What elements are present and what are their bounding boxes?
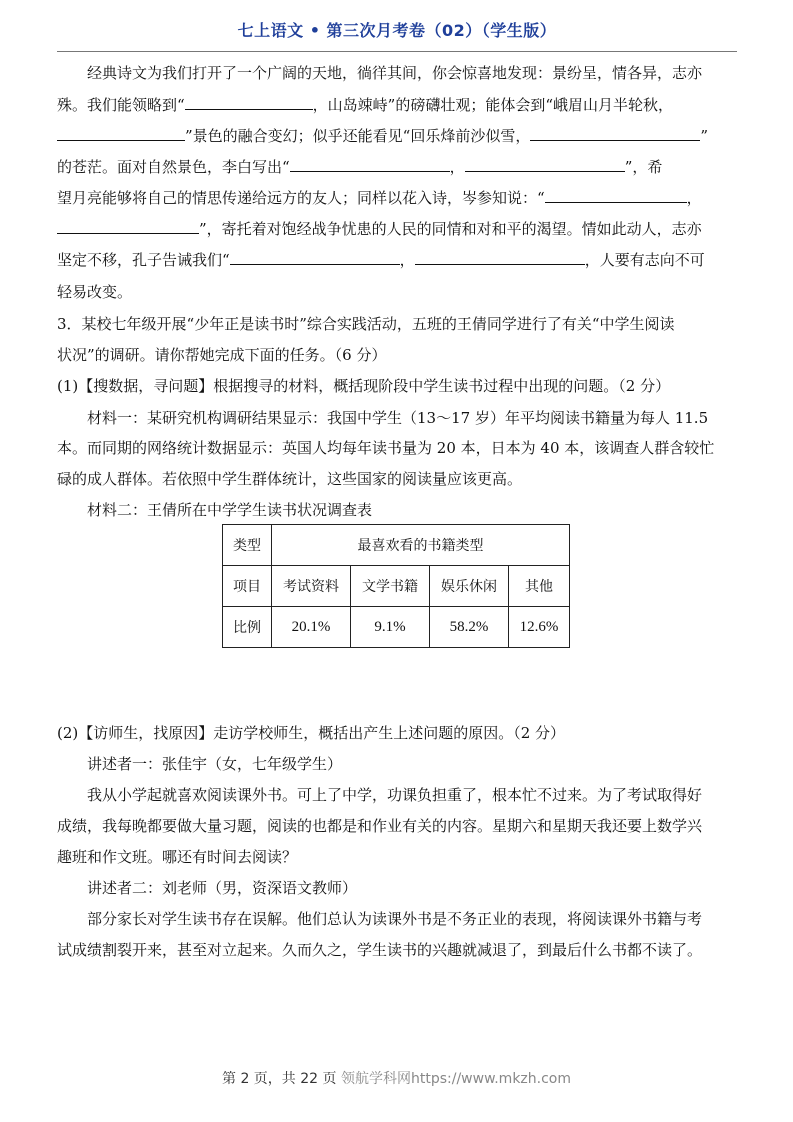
answer-blank[interactable]	[545, 187, 687, 203]
speaker-1-intro: 讲述者一：张佳宇（女，七年级学生）	[87, 755, 343, 773]
table-cell: 考试资料	[272, 566, 351, 607]
material-1-line-1: 材料一：某研究机构调研结果显示：我国中学生（13～17 岁）年平均阅读书籍量为每人 11.5	[87, 409, 709, 427]
table-row	[223, 566, 570, 607]
answer-blank[interactable]	[290, 156, 450, 172]
passage-text: ，山岛竦峙”的磅礴壮观；能体会到“峨眉山月半轮秋，	[312, 96, 674, 114]
table-cell: 20.1%	[272, 607, 351, 648]
survey-table	[222, 524, 570, 648]
passage-line-3	[57, 125, 708, 146]
speaker-2-line-2: 试成绩割裂开来，甚至对立起来。久而久之，学生读书的兴趣就减退了，到最后什么书都不读了。	[57, 941, 703, 959]
passage-text: ”，希	[624, 158, 663, 176]
task-2-prompt: (2)【访师生，找原因】走访学校师生，概括出产生上述问题的原因。（2 分）	[57, 724, 566, 742]
passage-text: ”	[700, 127, 709, 145]
table-cell: 类型	[223, 525, 272, 566]
material-2-caption: 材料二：王倩所在中学学生读书状况调查表	[87, 501, 373, 519]
answer-blank[interactable]	[185, 94, 313, 110]
watermark-text: 领航学科网https://www.mkzh.com	[340, 1071, 571, 1087]
question-3-line-2: 状况”的调研。请你帮她完成下面的任务。（6 分）	[57, 346, 387, 364]
table-cell: 12.6%	[509, 607, 570, 648]
table-cell: 58.2%	[430, 607, 509, 648]
speaker-1-line-2: 成绩，我每晚都要做大量习题，阅读的也都是和作业有关的内容。星期六和星期天我还要上数学兴	[57, 817, 703, 835]
passage-line-1: 经典诗文为我们打开了一个广阔的天地，徜徉其间，你会惊喜地发现：景纷呈，情各异，志亦	[87, 64, 703, 82]
answer-blank[interactable]	[230, 249, 400, 265]
passage-text: ，	[686, 189, 702, 207]
task-1-prompt: (1)【搜数据，寻问题】根据搜寻的材料，概括现阶段中学生读书过程中出现的问题。（2 分）	[57, 377, 671, 395]
passage-text: 殊。我们能领略到“	[57, 96, 185, 114]
material-1-line-3: 碌的成人群体。若依照中学生群体统计，这些国家的阅读量应该更高。	[57, 470, 523, 488]
passage-line-7	[57, 249, 705, 270]
answer-blank[interactable]	[57, 218, 199, 234]
speaker-1-line-1: 我从小学起就喜欢阅读课外书。可上了中学，功课负担重了，根本忙不过来。为了考试取得好	[87, 786, 703, 804]
table-row	[223, 607, 570, 648]
header-divider	[57, 51, 737, 52]
table-cell: 其他	[509, 566, 570, 607]
speaker-2-intro: 讲述者二：刘老师（男，资深语文教师）	[87, 879, 358, 897]
table-cell: 项目	[223, 566, 272, 607]
answer-blank[interactable]	[465, 156, 625, 172]
passage-text: 望月亮能够将自己的情思传递给远方的友人；同样以花入诗，岑参知说：“	[57, 189, 545, 207]
speaker-1-line-3: 趣班和作文班。哪还有时间去阅读？	[57, 848, 298, 866]
passage-text: 坚定不移，孔子告诫我们“	[57, 251, 230, 269]
material-1-line-2: 本。而同期的网络统计数据显示：英国人均每年读书量为 20 本，日本为 40 本，该调查人群含较忙	[57, 439, 715, 457]
passage-line-5	[57, 187, 702, 208]
table-cell: 9.1%	[351, 607, 430, 648]
page-footer	[0, 1068, 793, 1088]
passage-text: ”，寄托着对饱经战争忧患的人民的同情和对和平的渴望。情如此动人，志亦	[199, 220, 702, 238]
answer-blank[interactable]	[530, 125, 700, 141]
table-header-cell: 最喜欢看的书籍类型	[272, 525, 570, 566]
table-cell: 比例	[223, 607, 272, 648]
passage-line-8: 轻易改变。	[57, 283, 133, 301]
answer-blank[interactable]	[57, 125, 185, 141]
table-row	[223, 525, 570, 566]
table-cell: 娱乐休闲	[430, 566, 509, 607]
passage-text: 的苍茫。面对自然景色，李白写出“	[57, 158, 290, 176]
passage-line-6	[57, 218, 702, 239]
answer-blank[interactable]	[415, 249, 585, 265]
table-cell: 文学书籍	[351, 566, 430, 607]
passage-text: ，	[399, 251, 415, 269]
passage-line-4	[57, 156, 662, 177]
speaker-2-line-1: 部分家长对学生读书存在误解。他们总认为读课外书是不务正业的表现，将阅读课外书籍与考	[87, 910, 703, 928]
passage-line-2	[57, 94, 673, 115]
passage-text: ”景色的融合变幻；似乎还能看见“回乐烽前沙似雪，	[185, 127, 531, 145]
passage-text: ，	[449, 158, 465, 176]
question-3-line-1: 3．某校七年级开展“少年正是读书时”综合实践活动，五班的王倩同学进行了有关“中学生阅读	[57, 315, 675, 333]
page-header-title: 七上语文 • 第三次月考卷（02）（学生版）	[237, 21, 557, 40]
page-number: 第 2 页，共 22 页	[222, 1071, 337, 1087]
passage-text: ，人要有志向不可	[584, 251, 705, 269]
